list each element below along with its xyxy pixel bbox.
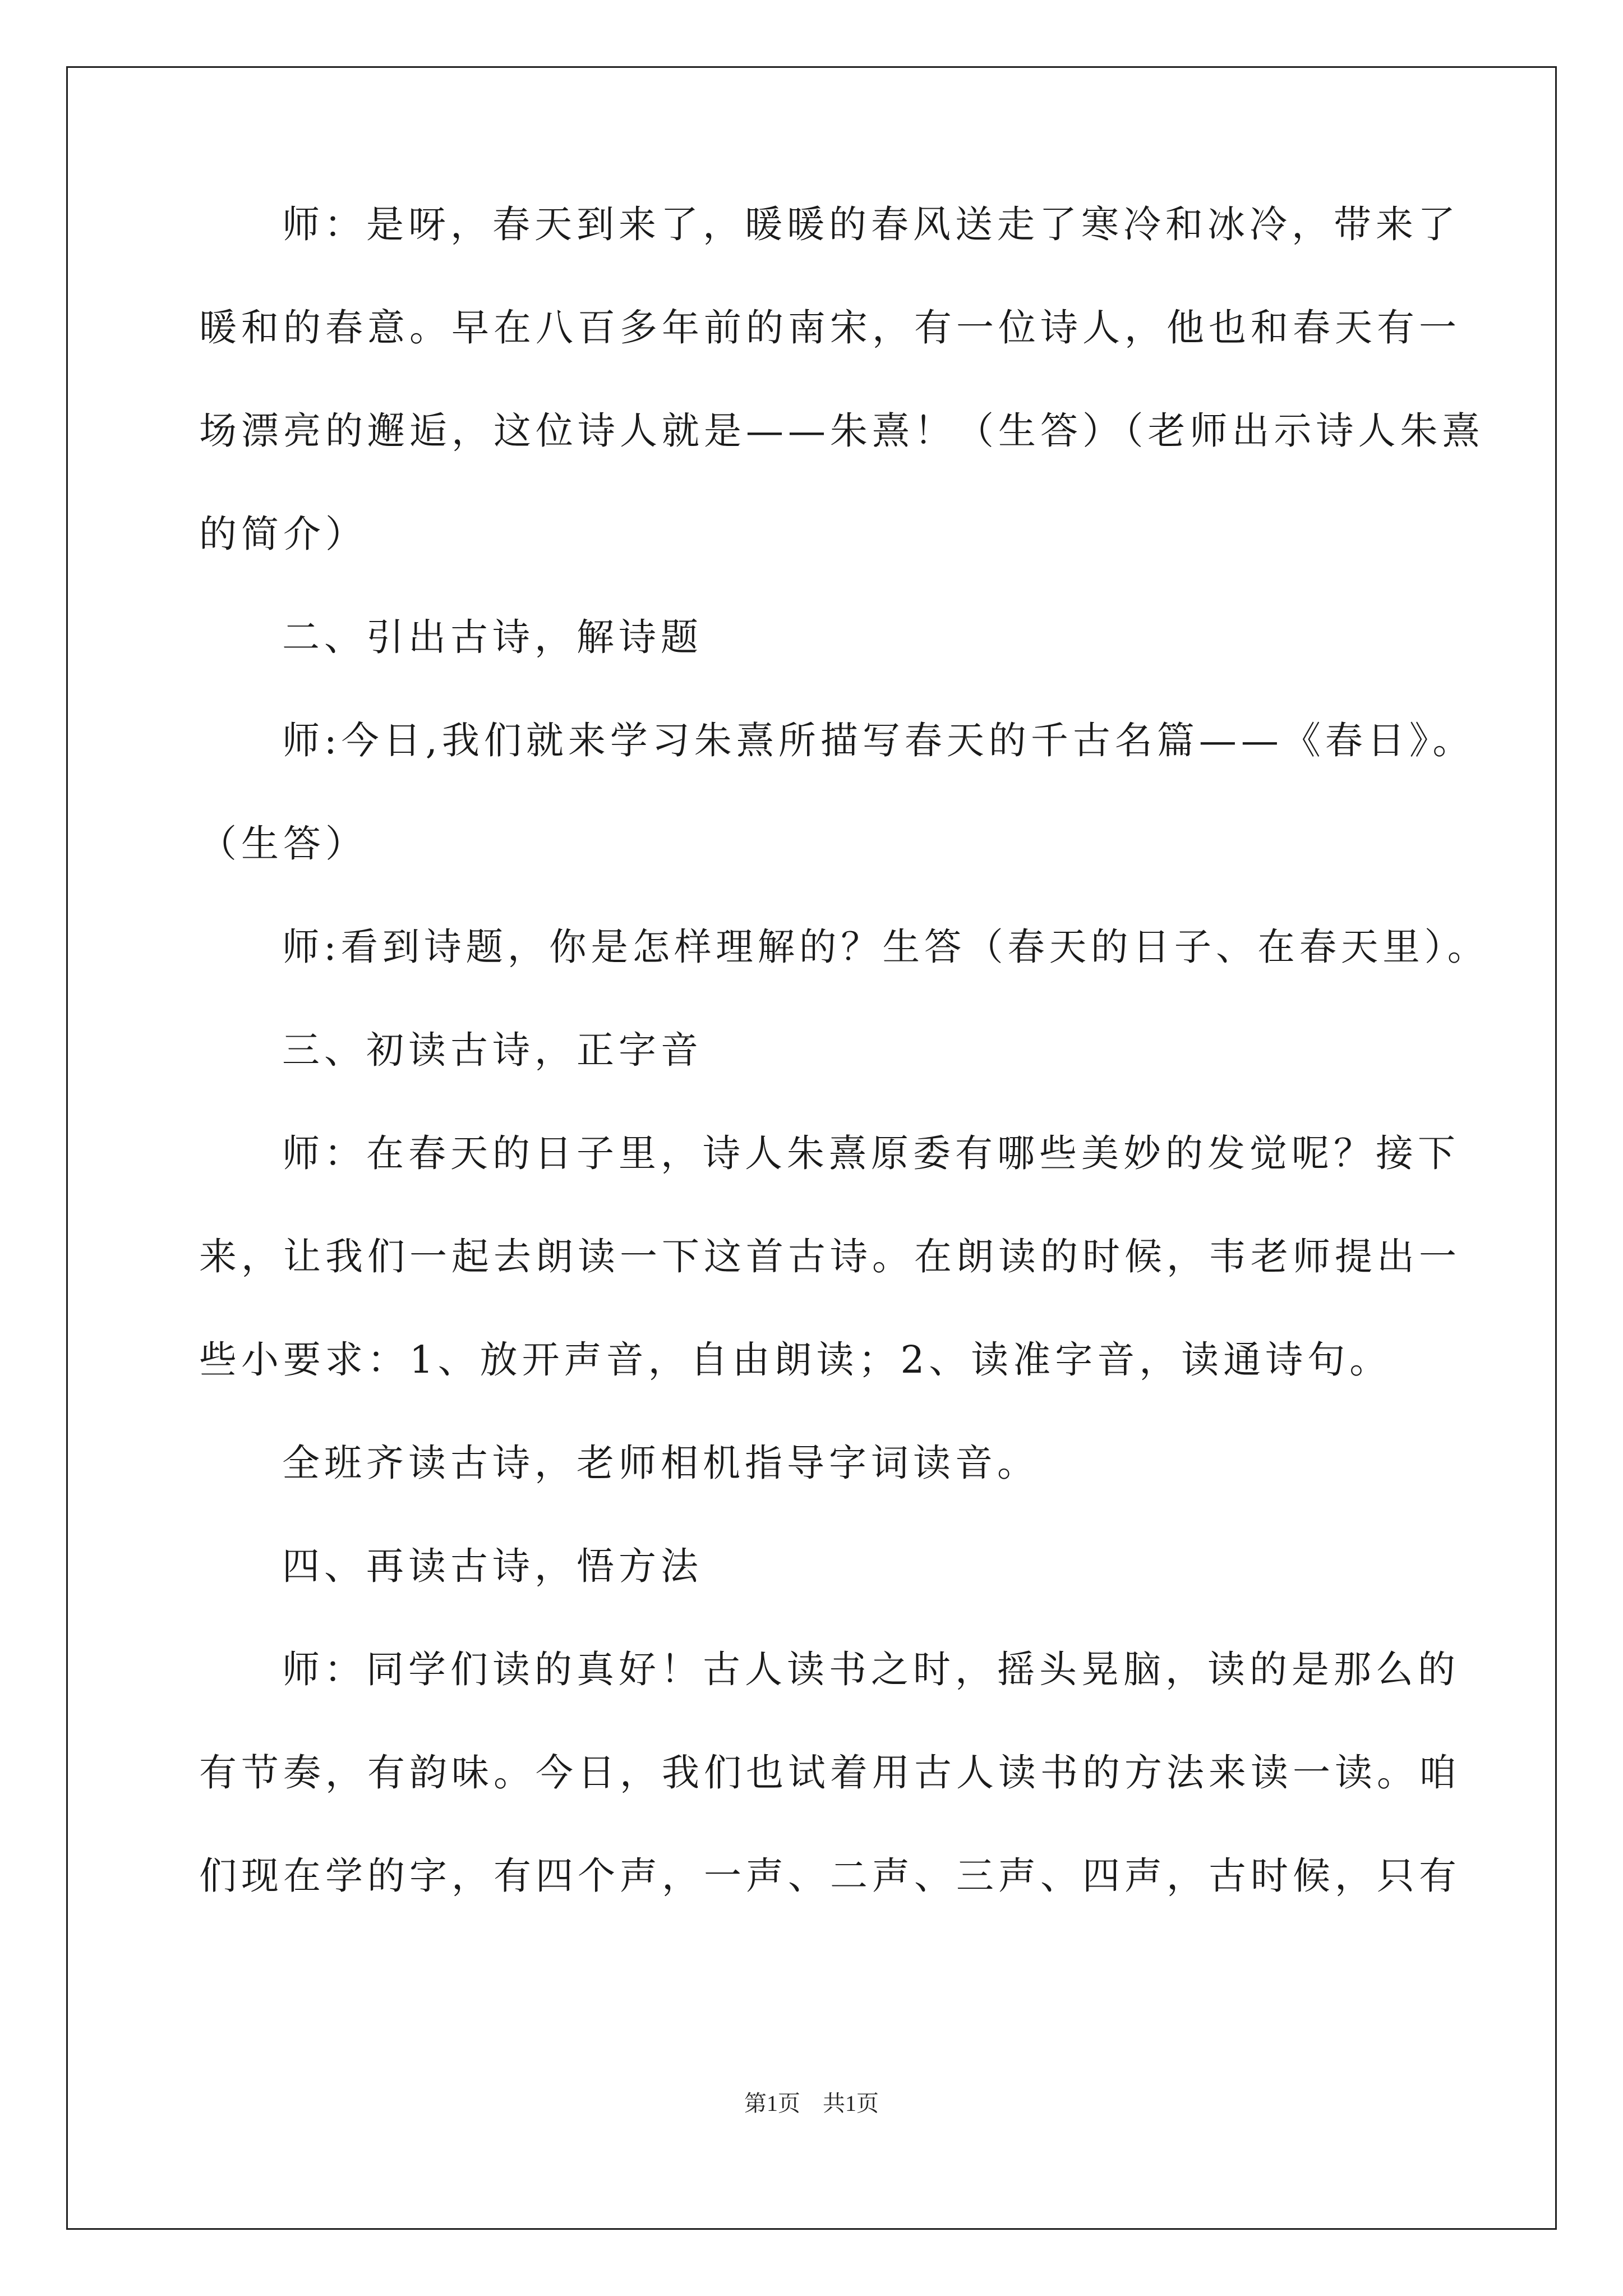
text-line: 师：同学们读的真好！古人读书之时，摇头晃脑，读的是那么的 (282, 1648, 1460, 1691)
text-line: 师：是呀，春天到来了，暖暖的春风送走了寒冷和冰冷，带来了 (282, 203, 1460, 246)
text-line: 些小要求：1、放开声音，自由朗读；2、读准字音，读通诗句。 (199, 1338, 1392, 1382)
page-footer: 第1页 共1页 (744, 2091, 879, 2116)
text-line: 来，让我们一起去朗读一下这首古诗。在朗读的时候，韦老师提出一 (199, 1235, 1461, 1278)
section-heading: 三、初读古诗，正字音 (282, 1028, 703, 1072)
text-line: 场漂亮的邂逅，这位诗人就是——朱熹！（生答）（老师出示诗人朱熹 (199, 409, 1484, 453)
text-line: 师:今日,我们就来学习朱熹所描写春天的千古名篇——《春日》。 (282, 719, 1475, 762)
section-heading: 四、再读古诗，悟方法 (282, 1544, 703, 1588)
text-line: 全班齐读古诗，老师相机指导字词读音。 (282, 1441, 1039, 1485)
section-heading: 二、引出古诗，解诗题 (282, 615, 703, 659)
text-line: 师:看到诗题，你是怎样理解的？生答（春天的日子、在春天里）。 (282, 925, 1490, 969)
text-line: 有节奏，有韵味。今日，我们也试着用古人读书的方法来读一读。咱 (199, 1751, 1461, 1795)
text-line: 师：在春天的日子里，诗人朱熹原委有哪些美妙的发觉呢？接下 (282, 1131, 1460, 1175)
text-line: （生答） (199, 822, 367, 866)
text-line: 暖和的春意。早在八百多年前的南宋，有一位诗人，他也和春天有一 (199, 306, 1461, 349)
text-line: 们现在学的字，有四个声，一声、二声、三声、四声，古时候，只有 (199, 1854, 1461, 1898)
text-line: 的简介） (199, 512, 367, 556)
